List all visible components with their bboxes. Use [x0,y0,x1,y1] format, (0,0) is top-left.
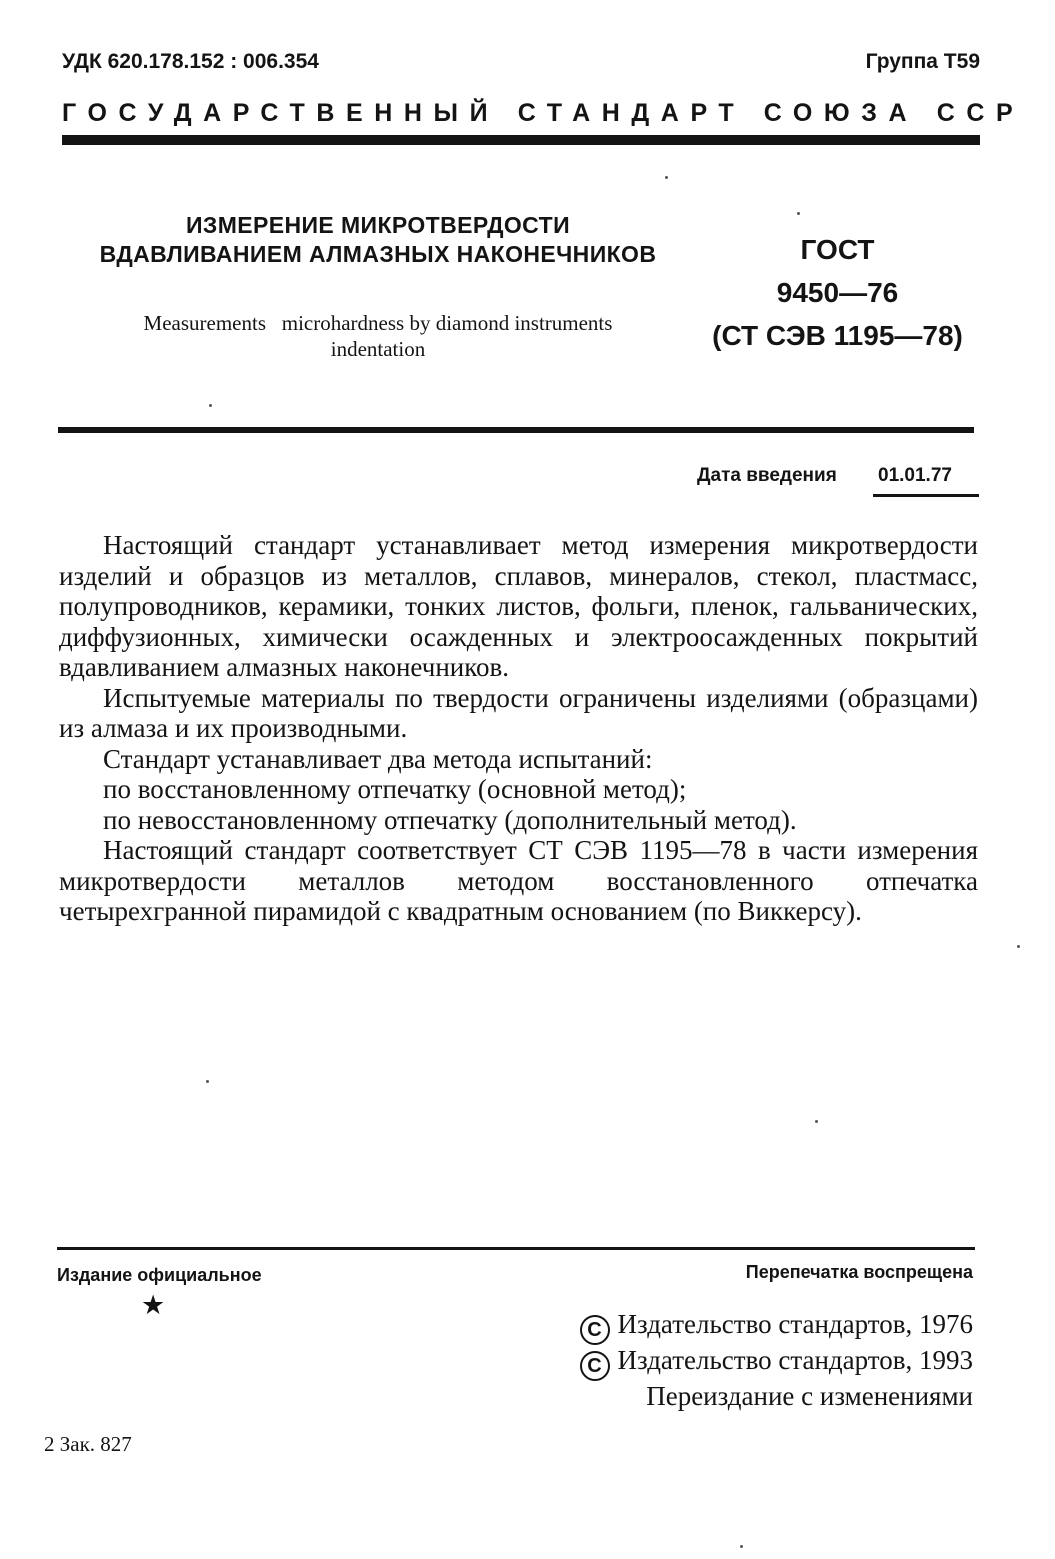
copyright-icon: C [580,1315,610,1345]
official-edition-label: Издание официальное [57,1265,262,1285]
scan-speck [206,1080,209,1083]
paragraph-materials: Испытуемые материалы по твердости ограничены изделиями (образцами) из алмаза и их производными. [59,682,978,743]
document-title-ru [58,211,698,269]
middle-rule [58,427,974,433]
copyright-block [580,1309,973,1412]
title-en-line-2: indentation [330,337,426,361]
order-number: 2 Зак. 827 [44,1432,132,1456]
title-ru-line-2: ВДАВЛИВАНИЕМ АЛМАЗНЫХ НАКОНЕЧНИКОВ [99,241,657,267]
star-icon: ★ [141,1290,166,1320]
group-code: Группа Т59 [865,50,980,73]
scan-speck [665,176,668,179]
copyright-line-2 [580,1345,973,1381]
title-en-line-1: Measurements microhardness by diamond instruments [143,311,613,335]
date-value: 01.01.77 [878,465,952,486]
title-ru-line-1: ИЗМЕРЕНИЕ МИКРОТВЕРДОСТИ [185,212,571,238]
paragraph-method-unrestored: по невосстановленному отпечатку (дополнительный метод). [103,804,797,835]
copyright-text-2: Издательство стандартов, 1993 [617,1345,973,1375]
reissue-note: Переиздание с изменениями [646,1381,973,1411]
copyright-icon: C [580,1351,610,1381]
paragraph-scope: Настоящий стандарт устанавливает метод измерения микротвердости изделий и образцов из металлов, сплавов, минералов, стекол, пластмасс, полупроводников, керамики, тонких листов, фольги, пленок, гальванических, диффузионных, химически осажденных и электроосажденных покрытий вдавливанием алмазных наконечников. [59,530,978,682]
paragraph-methods-intro: Стандарт устанавливает два метода испытаний: [103,743,653,774]
state-standard-heading: ГОСУДАРСТВЕННЫЙ СТАНДАРТ СОЮЗА ССР [62,99,1025,127]
paragraph-compliance: Настоящий стандарт соответствует СТ СЭВ 1195—78 в части измерения микротвердости металлов методом восстановленного отпечатка четырехгранной пирамидой с квадратным основанием (по Виккерсу). [59,835,978,926]
udk-code: УДК 620.178.152 : 006.354 [62,50,319,73]
reprint-prohibited-label: Перепечатка воспрещена [745,1262,973,1282]
scan-speck [815,1120,818,1123]
bottom-rule [57,1247,975,1250]
copyright-line-1 [580,1309,973,1345]
scan-speck [797,212,800,215]
top-rule [62,135,980,145]
gost-number: 9450—76 [776,277,899,308]
date-label: Дата введения [697,465,837,486]
gost-designation [700,228,975,357]
copyright-text-1: Издательство стандартов, 1976 [617,1309,973,1339]
gost-label: ГОСТ [800,234,875,265]
scan-speck [209,404,212,407]
scan-speck [1017,945,1020,948]
document-title-en [58,310,698,362]
paragraph-method-restored: по восстановленному отпечатку (основной метод); [103,774,687,804]
st-sev-number: (СТ СЭВ 1195—78) [712,320,963,351]
date-underline [873,494,979,497]
body-text [59,530,978,927]
scan-speck [740,1545,743,1548]
